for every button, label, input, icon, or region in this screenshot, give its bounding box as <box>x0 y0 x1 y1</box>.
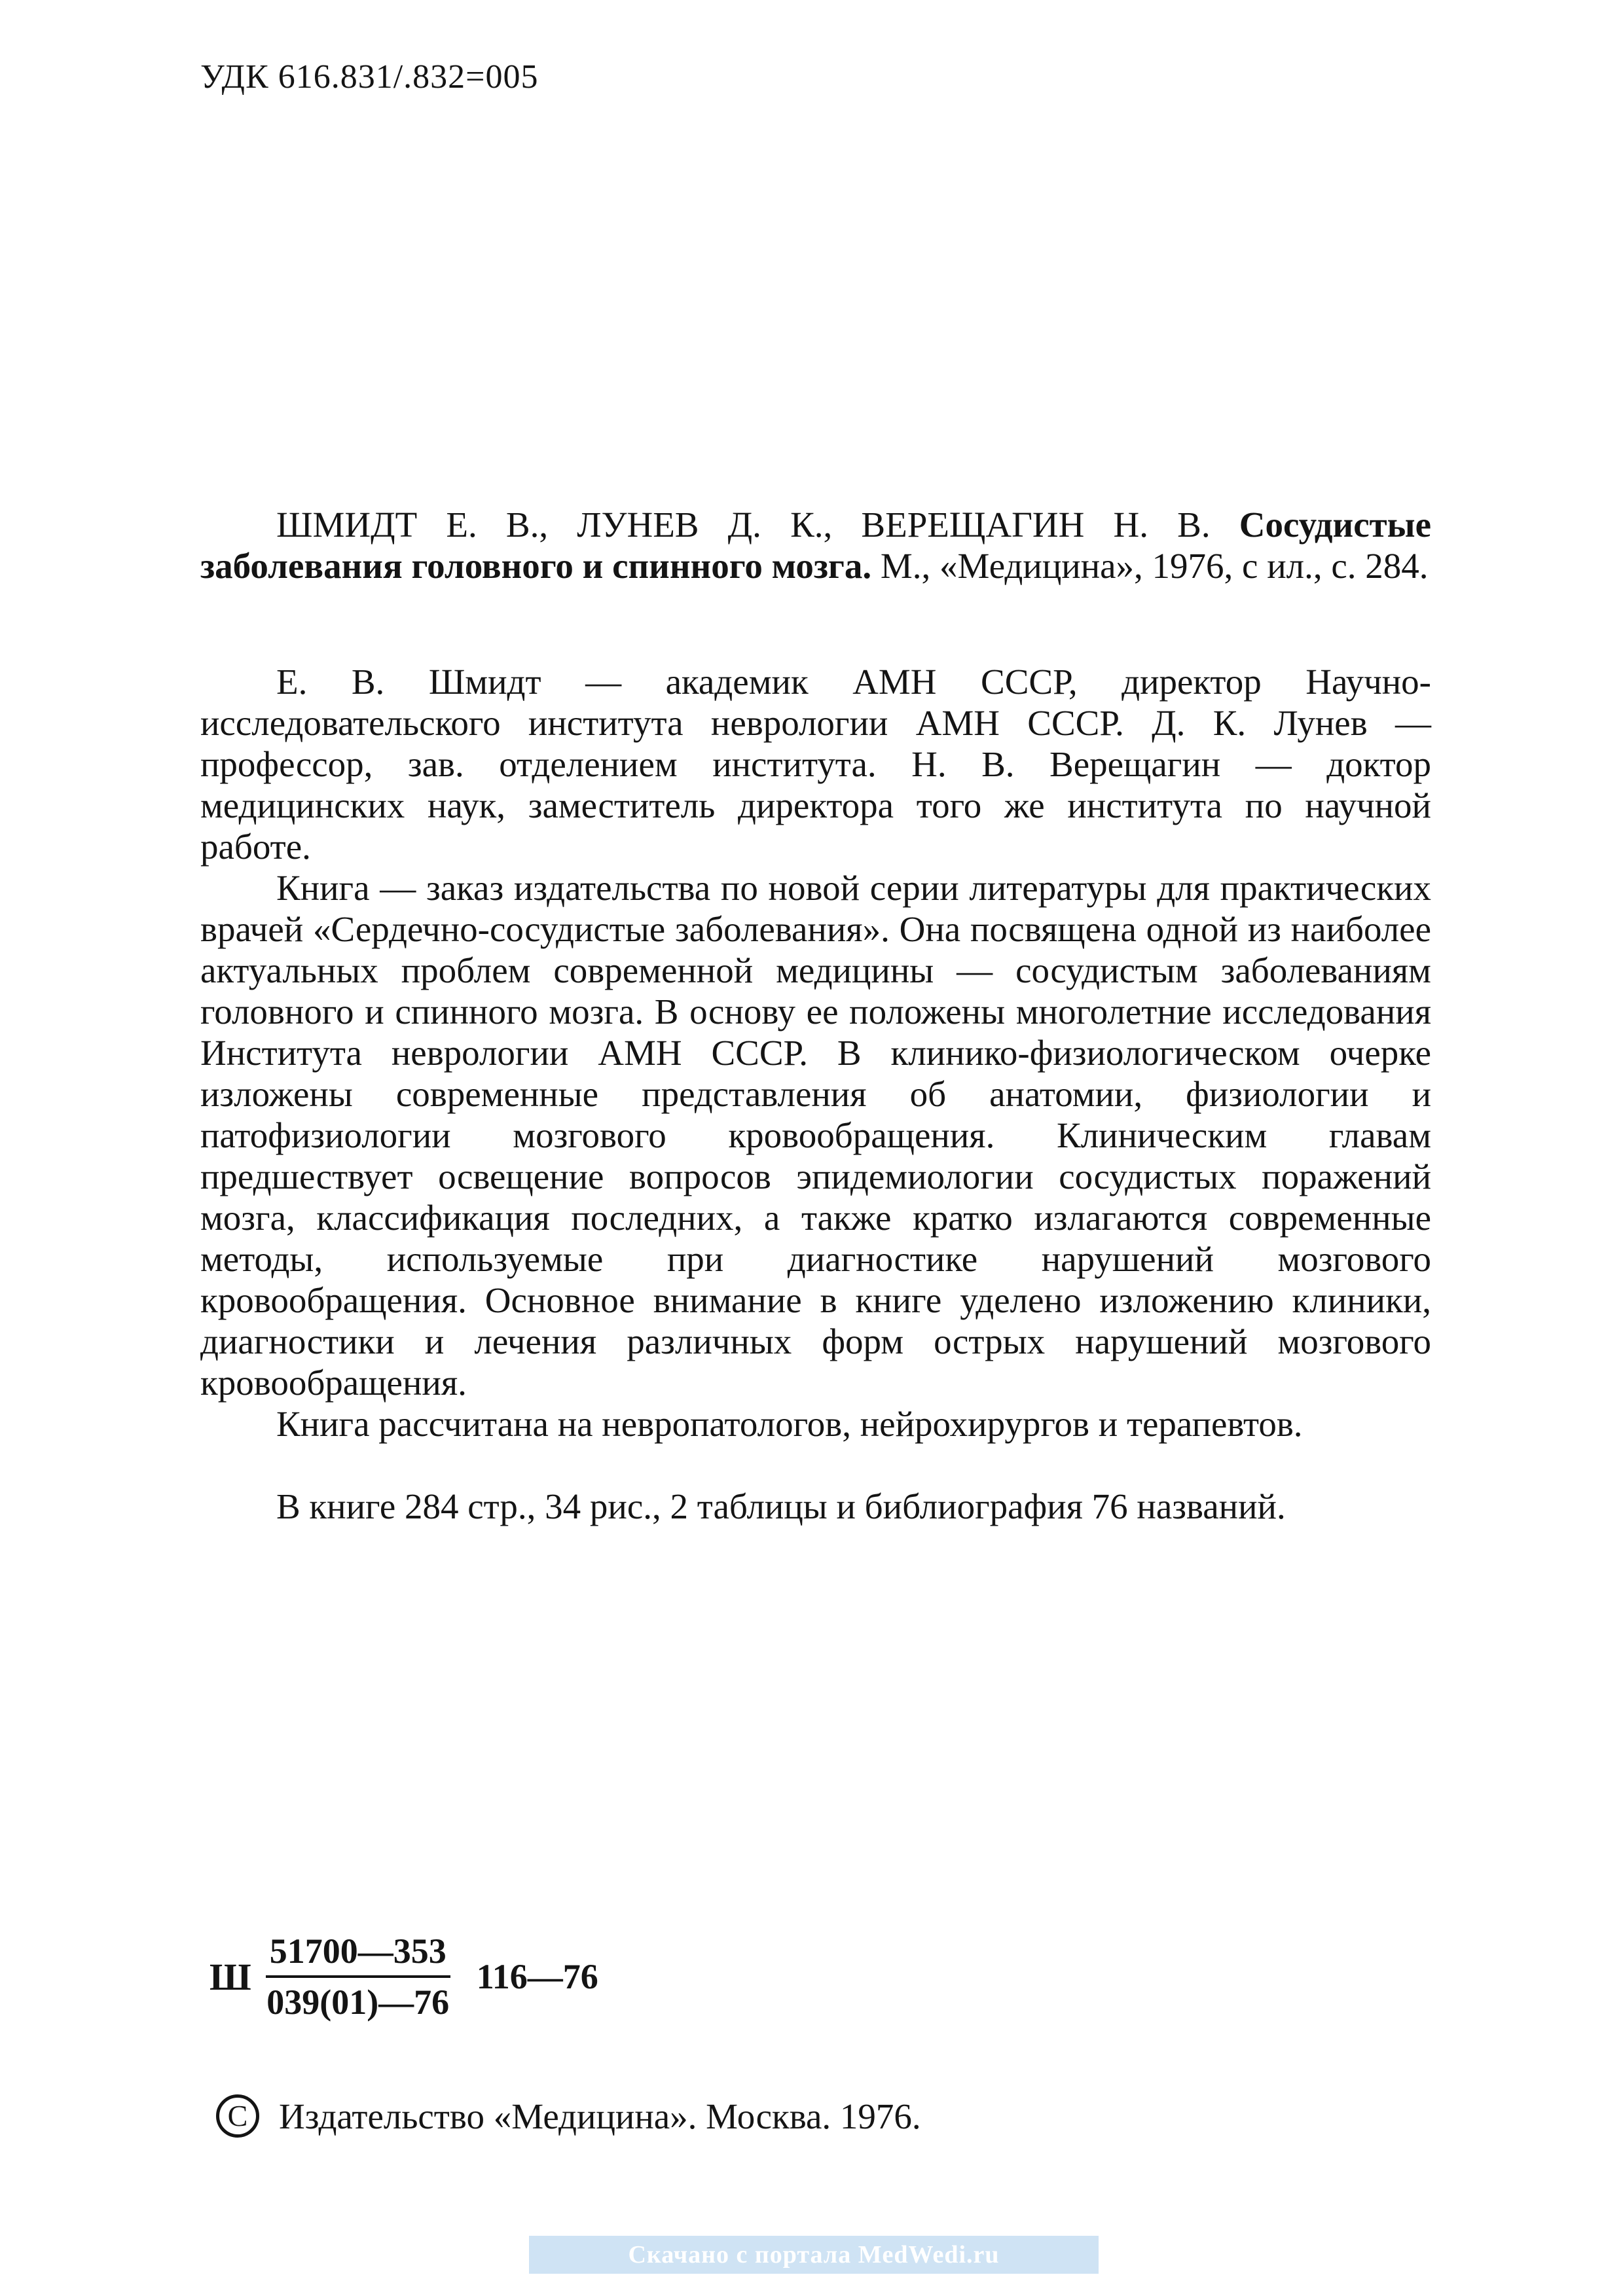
annotation-description: Книга — заказ издательства по новой серии литературы для практических врачей «Сердечно-сосудистые заболевания». Она посвящена одной из наиболее актуальных проблем современной медицины — сосудистым заболеваниям головного и спинного мозга. В основу ее положены многолетние исследования Института неврологии АМН СССР. В клинико-физиологическом очерке изложены современные представления об анатомии, физиологии и патофизиологии мозгового кровообращения. Клиническим главам предшествует освещение вопросов эпидемиологии сосудистых поражений мозга, классификация последних, а также кратко излагаются современные методы, используемые при диагностике нарушений мозгового кровообращения. Основное внимание в книге уделено изложению клиники, диагностики и лечения различных форм острых нарушений мозгового кровообращения. <box>200 868 1431 1403</box>
publication-code-fraction <box>266 1931 450 2022</box>
publication-code-numerator: 51700—353 <box>266 1931 450 1978</box>
bibliographic-entry <box>200 504 1431 586</box>
annotation <box>200 661 1431 1444</box>
watermark-banner: Скачано с портала MedWedi.ru <box>529 2236 1099 2274</box>
udk-code: УДК 616.831/.832=005 <box>200 58 539 96</box>
publication-code-index: 116—76 <box>476 1957 598 1996</box>
copyright-line <box>216 2094 921 2138</box>
annotation-audience: Книга рассчитана на невропатологов, нейрохирургов и терапевтов. <box>276 1404 1303 1444</box>
pages-info <box>200 1486 1431 1527</box>
bibliographic-authors: ШМИДТ Е. В., ЛУНЕВ Д. К., ВЕРЕЩАГИН Н. В. <box>276 505 1211 545</box>
copyright-icon: С <box>216 2094 259 2138</box>
bibliographic-imprint: М., «Медицина», 1976, с ил., с. 284. <box>880 546 1429 586</box>
publication-code-letter: Ш <box>210 1955 251 1998</box>
bibliographic-title: Сосудистые заболевания головного и спинного мозга. <box>200 505 1431 586</box>
annotation-authors-info: Е. В. Шмидт — академик АМН СССР, директор Научно-исследовательского института неврологии АМН СССР. Д. К. Лунев — профессор, зав. отделением института. Н. В. Верещагин — доктор медицинских наук, заместитель директора того же института по научной работе. <box>200 662 1431 867</box>
publication-code <box>210 1931 598 2022</box>
pages-info-text: В книге 284 стр., 34 рис., 2 таблицы и библиография 76 названий. <box>276 1486 1286 1526</box>
publication-code-denominator: 039(01)—76 <box>266 1982 450 2022</box>
copyright-text: Издательство «Медицина». Москва. 1976. <box>279 2096 921 2136</box>
